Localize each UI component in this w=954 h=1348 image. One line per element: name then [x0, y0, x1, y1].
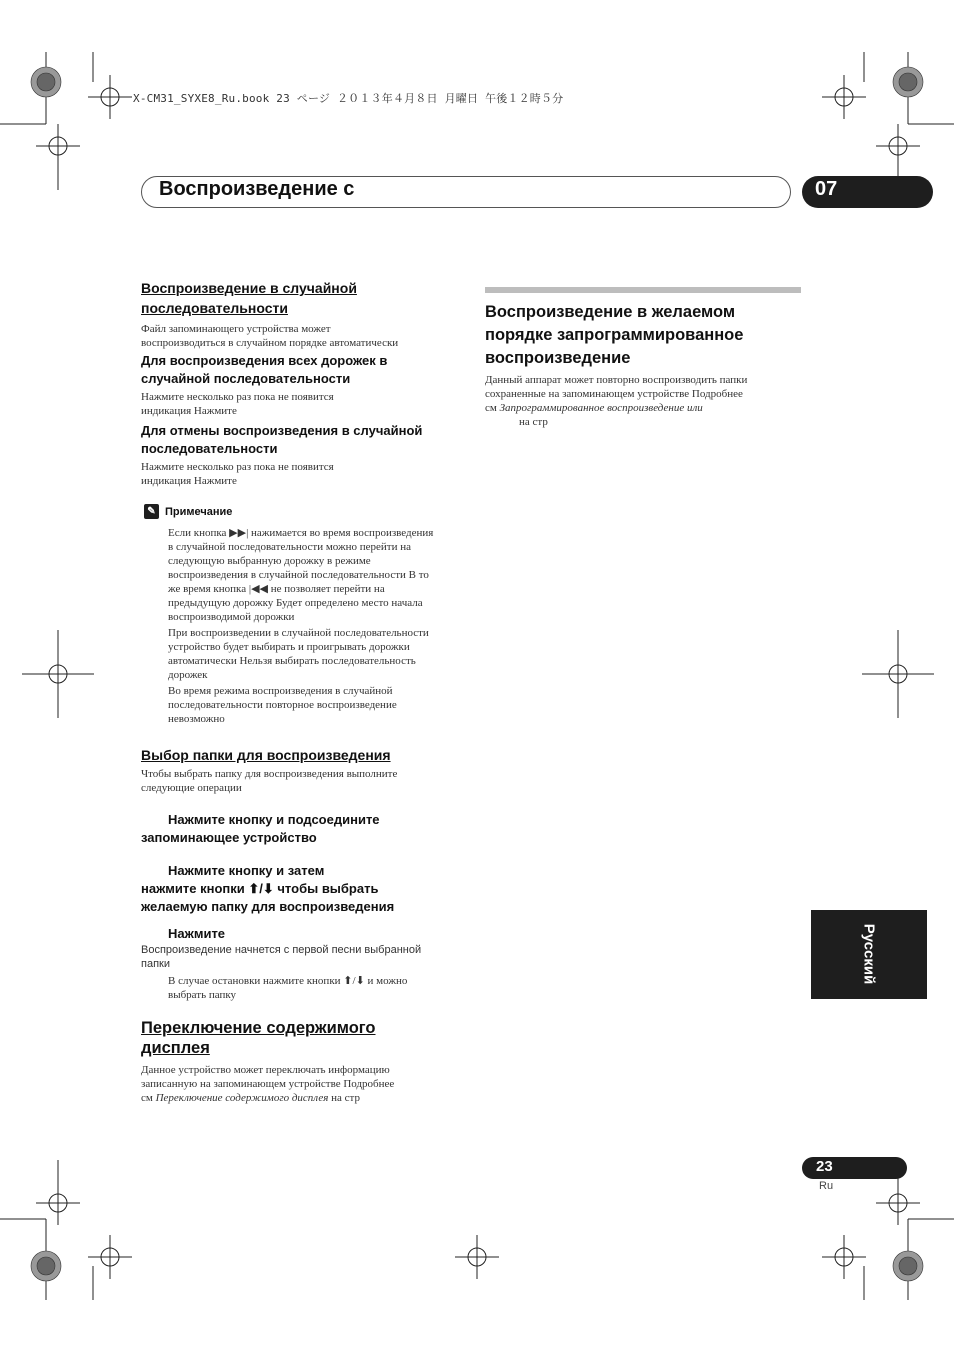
note-label: Примечание [165, 505, 233, 518]
step-3: Нажмите [168, 926, 226, 941]
section-random-playback [141, 278, 459, 488]
section-display-switch [141, 1018, 459, 1105]
section-heading: Выбор папки для воспроизведения [141, 747, 391, 763]
right-column [485, 287, 801, 429]
paragraph: Нажмите несколько раз пока не появится индикация Нажмите [141, 461, 334, 487]
note-item: Если кнопка ▶▶| нажимается во время воспроизведения в случайной последовательности можно перейти на следующую выбранную дорожку в режиме воспроизведения в случайной последовательности В то же время кнопка |◀◀ не позволяет перейти на предыдущую дорожку Будет определено место начала воспроизводимой дорожки [168, 527, 434, 623]
step-note: В случае остановки нажмите кнопки ⬆/⬇ и можно выбрать папку [168, 975, 408, 1001]
book-info-line: X-CM31_SYXE8_Ru.book 23 ページ ２０１３年４月８日 月曜日 午後１２時５分 [133, 92, 564, 105]
paragraph: Воспроизведение начнется с первой песни выбранной папки [141, 944, 422, 970]
cross-reference: Переключение содержимого дисплея [155, 1092, 329, 1104]
note-block [141, 504, 459, 726]
note-header [144, 504, 459, 519]
page-language-code: Ru [819, 1180, 834, 1192]
note-pencil-icon: ✎ [144, 504, 159, 519]
subheading: Для воспроизведения всех дорожек в случайной последовательности [141, 353, 388, 386]
section-heading: Переключение содержимого дисплея [141, 1019, 376, 1057]
cross-reference: Запрограммированное воспроизведение или [499, 402, 703, 414]
language-label: Русский [860, 923, 878, 985]
section-folder-select [141, 745, 459, 1002]
chapter-number: 07 [815, 178, 838, 200]
page-number: 23 [816, 1158, 833, 1175]
paragraph: Данный аппарат может повторно воспроизводить папки сохраненные на запоминающем устройстве Подробнее см Запрограммированное воспроизведение или на стр [485, 374, 748, 428]
step-2: Нажмите кнопку и затем нажмите кнопки ⬆/⬇ чтобы выбрать желаемую папку для воспроизведения [141, 863, 395, 914]
section-heading: Воспроизведение в желаемом порядке запрограммированное воспроизведение [485, 303, 744, 367]
paragraph: Чтобы выбрать папку для воспроизведения выполните следующие операции [141, 768, 398, 794]
left-column [141, 278, 459, 1105]
paragraph: Данное устройство может переключать информацию записанную на запоминающем устройстве Подробнее см Переключение содержимого дисплея на стр [141, 1064, 395, 1104]
note-item: Во время режима воспроизведения в случайной последовательности повторное воспроизведение невозможно [168, 685, 397, 725]
section-heading: Воспроизведение в случайной последовательности [141, 280, 357, 316]
paragraph: Нажмите несколько раз пока не появится индикация Нажмите [141, 391, 334, 417]
note-item: При воспроизведении в случайной последовательности устройство будет выбирать и проигрывать дорожки автоматически Нельзя выбирать последовательность дорожек [168, 627, 429, 681]
paragraph: Файл запоминающего устройства может воспроизводиться в случайном порядке автоматически [141, 323, 399, 349]
chapter-title: Воспроизведение с [159, 178, 355, 200]
step-1: Нажмите кнопку и подсоедините запоминающее устройство [141, 812, 380, 845]
subheading: Для отмены воспроизведения в случайной последовательности [141, 423, 423, 456]
